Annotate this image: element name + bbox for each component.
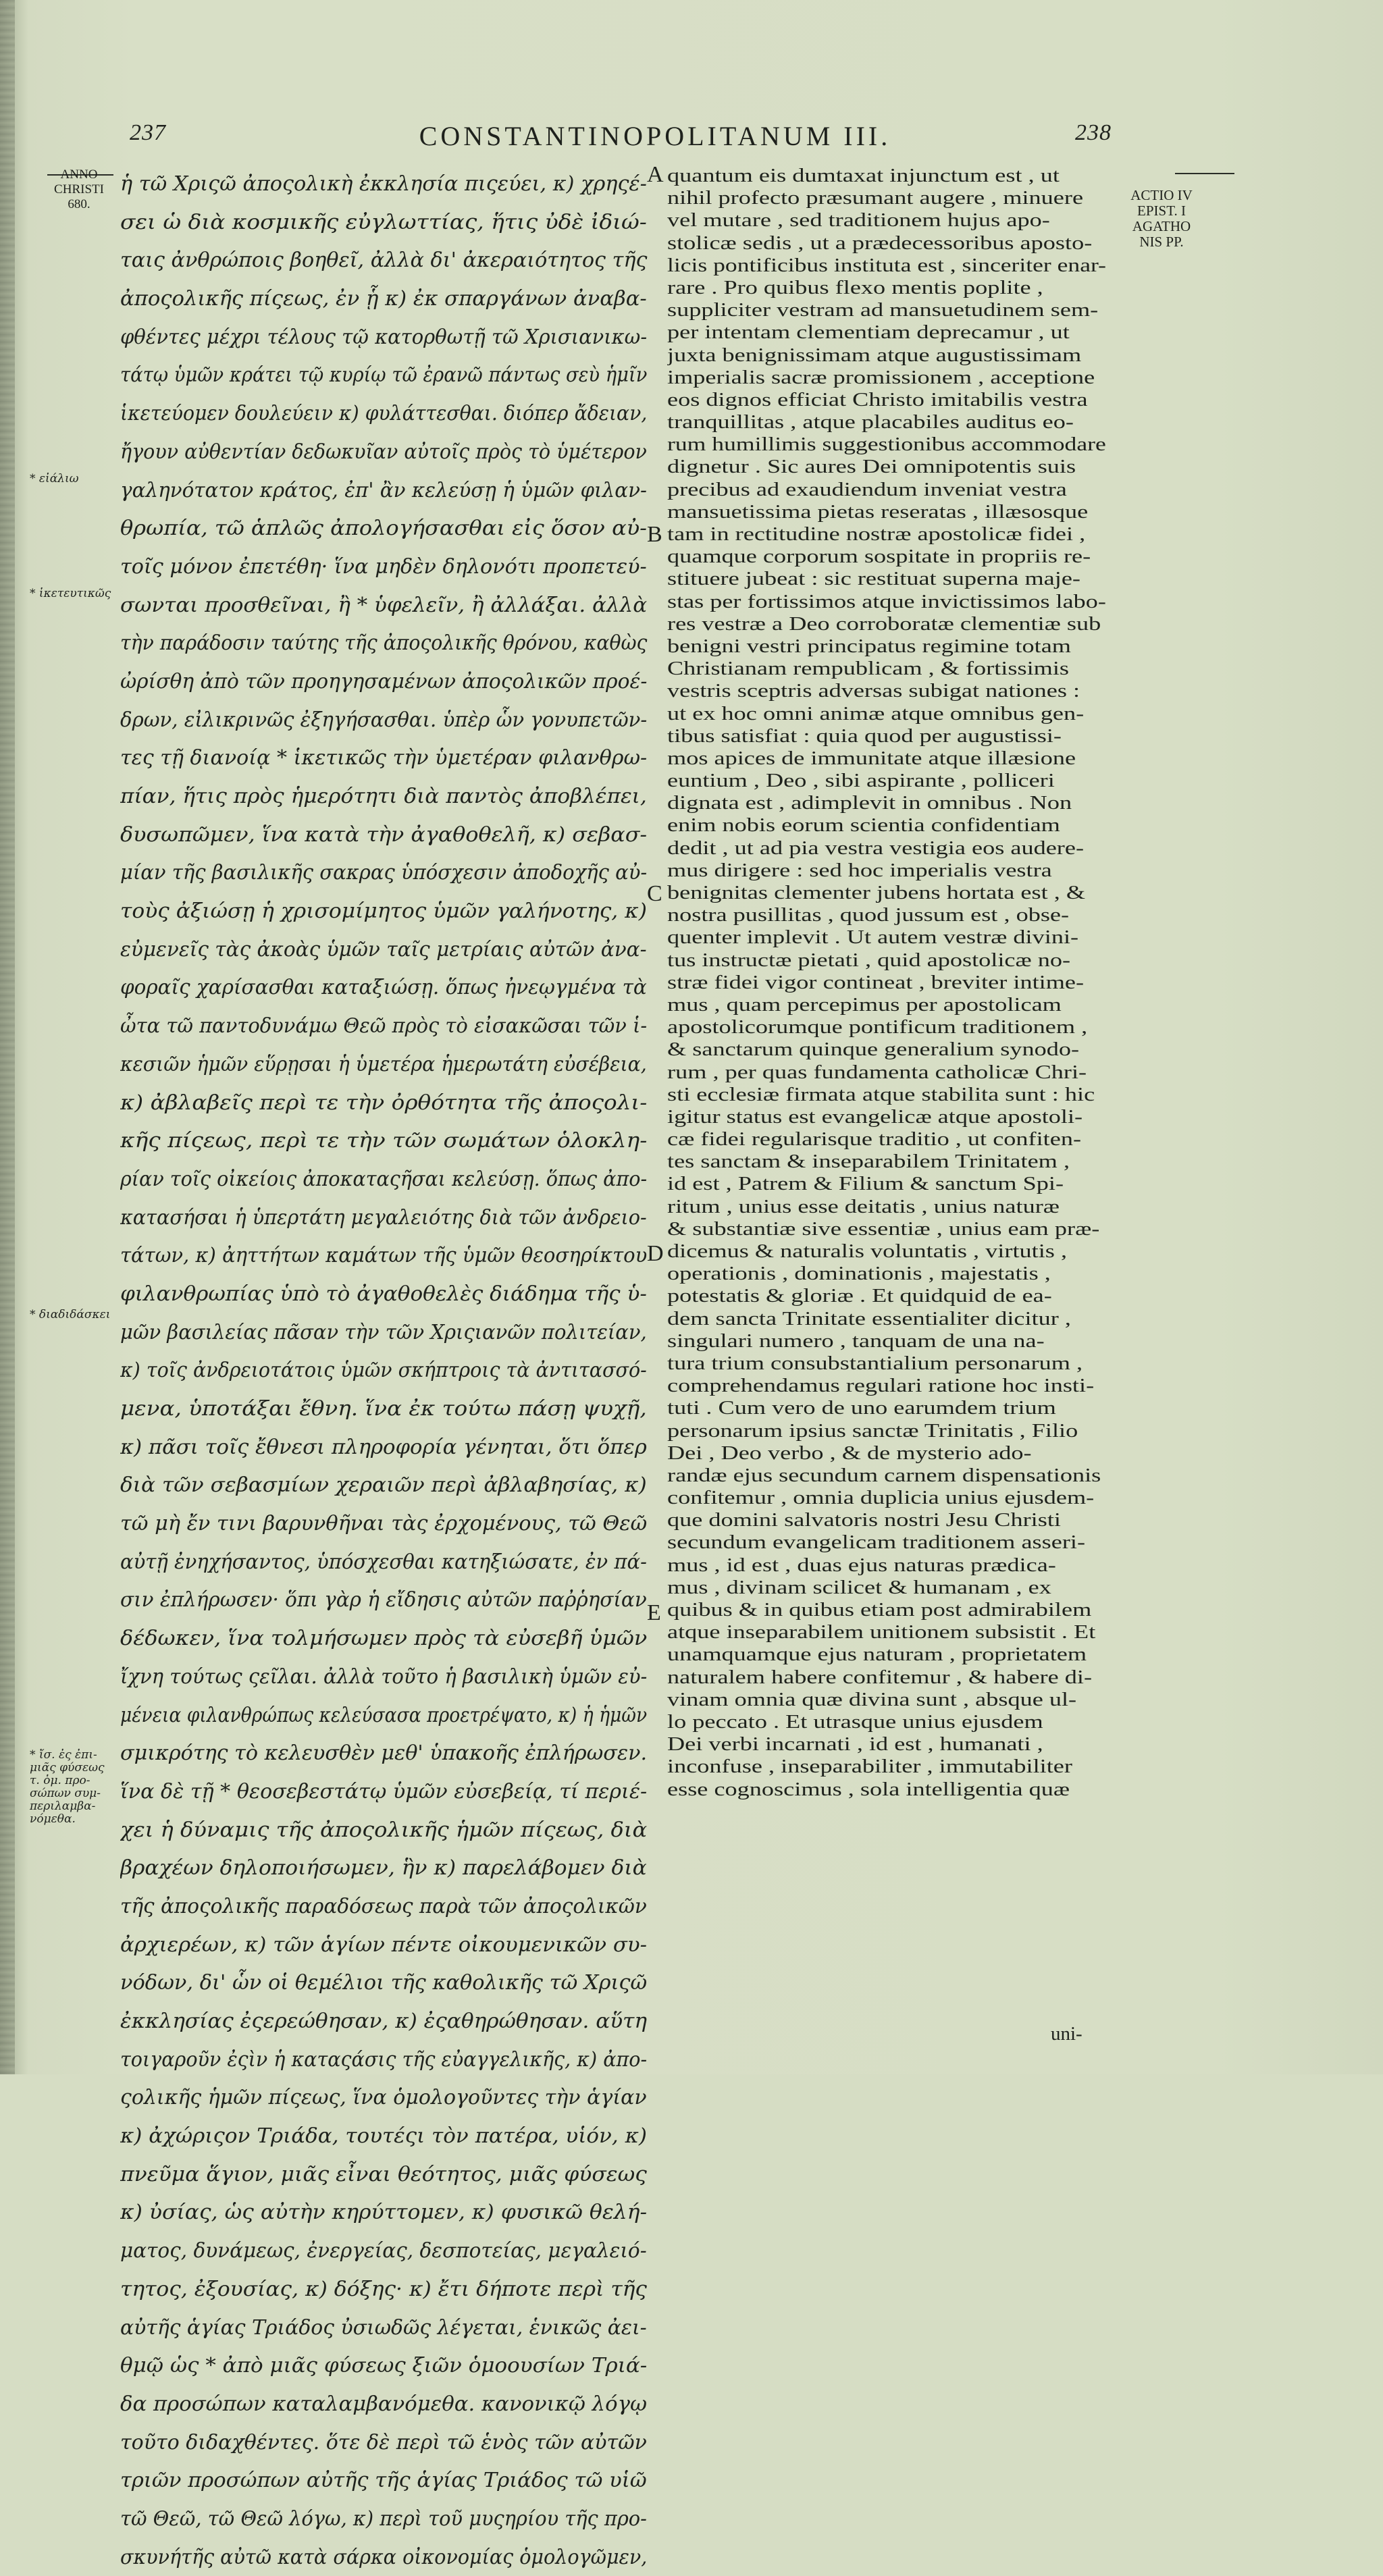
latin-line: esse cognoscimus , sola intelligentia quæ	[667, 1778, 1070, 1800]
latin-line: apostolicorumque pontificum traditionem ,	[667, 1016, 1088, 1039]
latin-line: tam in rectitudine nostræ apostolicæ fidei ,	[667, 523, 1086, 545]
latin-line: imperialis sacræ promissionem , acceptione	[667, 366, 1095, 388]
latin-line: personarum ipsius sanctæ Trinitatis , Filio	[667, 1419, 1078, 1442]
greek-line: ἡ τῶ Χριςῶ ἀποςολικὴ ἐκκλησία πιςεύει, κ) χρηςέ-	[120, 172, 647, 195]
latin-text-column	[667, 165, 1113, 1801]
latin-line: stolicæ sedis , ut a prædecessoribus aposto-	[667, 232, 1093, 254]
latin-line: dem sancta Trinitate essentialiter dicitur ,	[667, 1307, 1071, 1330]
greek-line: δα προσώπων καταλαμβανόμεθα. κανονικῷ λόγῳ	[120, 2392, 648, 2415]
latin-line: licis pontificibus instituta est , sinceriter enar-	[667, 254, 1106, 276]
latin-line: secundum evangelicam traditionem asseri-	[667, 1531, 1086, 1554]
greek-line: μενα, ὑποτάξαι ἔθνη. ἵνα ἐκ τούτω πάσῃ ψυχῇ,	[120, 1397, 647, 1420]
greek-line: τοὺς ἀξιώσῃ ἡ χρισομίμητος ὑμῶν γαλήνοτης, κ)	[120, 899, 647, 923]
greek-line: κ) ἀχώριςον Τριάδα, τουτέςι τὸν πατέρα, υἱόν, κ)	[120, 2124, 647, 2148]
running-header	[0, 120, 1383, 161]
greek-line: θρωπία, τῶ ἁπλῶς ἀπολογήσασθαι εἰς ὅσον αὐ-	[120, 517, 648, 540]
greek-line: τῶ μὴ ἔν τινι βαρυνθῆναι τὰς ἐρχομένους, τῶ Θεῶ	[120, 1512, 648, 1535]
greek-line: ταις ἀνθρώποις βοηθεῖ, ἀλλὰ δι' ἀκεραιότητος τῆς	[120, 248, 648, 272]
section-letter-b: B	[647, 522, 662, 547]
greek-line: ἱκετεύομεν δουλεύειν κ) φυλάττεσθαι. διόπερ ἄδειαν,	[120, 402, 648, 425]
latin-line: rare . Pro quibus flexo mentis poplite ,	[667, 276, 1043, 298]
greek-line: πνεῦμα ἅγιον, μιᾶς εἶναι θεότητος, μιᾶς φύσεως	[120, 2162, 647, 2186]
latin-line: vestris sceptris adversas subigat nationes :	[667, 680, 1080, 702]
latin-line: euntium , Deo , sibi aspirante , polliceri	[667, 770, 1055, 792]
greek-line: ἐκκλησίας ἐςερεώθησαν, κ) ἐςαθηρώθησαν. αὕτη	[120, 2009, 648, 2032]
greek-line: τὴν παράδοσιν ταύτης τῆς ἀποςολικῆς θρόνου, καθὼς	[120, 631, 648, 655]
greek-text-column	[120, 165, 654, 2576]
margin-epist: EPIST. I	[1137, 203, 1186, 219]
greek-line: ματος, δυνάμεως, ἐνεργείας, δεσποτείας, μεγαλειό-	[120, 2239, 647, 2263]
greek-margin-note-2: * ἱκετευτικῶς	[30, 587, 111, 600]
latin-line: comprehendamus regulari ratione hoc insti-	[667, 1375, 1095, 1397]
latin-line: ut ex hoc omni animæ atque omnibus gen-	[667, 702, 1085, 725]
greek-line: κατασήσαι ἡ ὑπερτάτη μεγαλειότης διὰ τῶν ἀνδρειο-	[120, 1205, 647, 1229]
latin-line: tura trium consubstantialium personarum ,	[667, 1352, 1083, 1374]
latin-line: rum , per quas fundamenta catholicæ Chri-	[667, 1061, 1087, 1083]
greek-line: τοῖς μόνον ἐπετέθη· ἵνα μηδὲν δηλονότι προπετεύ-	[120, 554, 647, 578]
greek-line: εὐμενεῖς τὰς ἀκοὰς ὑμῶν ταῖς μετρίαις αὐτῶν ἀνα-	[120, 937, 647, 961]
greek-line: θμῷ ὡς * ἀπὸ μιᾶς φύσεως ξιῶν ὁμοουσίων Τριά-	[120, 2354, 648, 2377]
latin-line: dicemus & naturalis voluntatis , virtutis ,	[667, 1240, 1068, 1262]
greek-line: μῶν βασιλείας πᾶσαν τὴν τῶν Χριςιανῶν πολιτείαν,	[120, 1320, 647, 1344]
latin-line: stræ fidei vigor contineat , breviter intime-	[667, 971, 1085, 993]
latin-line: Dei verbi incarnati , id est , humanati ,	[667, 1733, 1043, 1756]
latin-line: inconfuse , inseparabiliter , immutabiliter	[667, 1756, 1072, 1778]
latin-line: vel mutare , sed traditionem hujus apo-	[667, 209, 1050, 232]
latin-line: cæ fidei regularisque traditio , ut confiten-	[667, 1128, 1082, 1151]
section-letter-d: D	[647, 1241, 664, 1266]
latin-line: mos apices de immunitate atque illæsione	[667, 747, 1076, 769]
latin-line: operationis , dominationis , majestatis ,	[667, 1263, 1051, 1285]
greek-margin-note-1: * εἰάλιω	[30, 472, 79, 485]
latin-line: dedit , ut ad pia vestra vestigia eos audere-	[667, 837, 1085, 859]
latin-line: tuti . Cum vero de uno earumdem trium	[667, 1397, 1056, 1419]
latin-line: eos dignos efficiat Christo imitabilis vestra	[667, 388, 1088, 411]
left-page-number: 237	[130, 120, 166, 145]
greek-line: τριῶν προσώπων αὐτῆς τῆς ἁγίας Τριάδος τῶ υἱῶ	[120, 2469, 647, 2492]
latin-line: nostra pusillitas , quod jussum est , obse-	[667, 904, 1070, 926]
greek-line: τητος, ἐξουσίας, κ) δόξης· κ) ἔτι δήποτε περὶ τῆς	[120, 2277, 647, 2301]
greek-line: διὰ τῶν σεβασμίων χεραιῶν περὶ ἀβλαβησίας, κ)	[120, 1473, 647, 1497]
greek-line: τῆς ἀποςολικῆς παραδόσεως παρὰ τῶν ἀποςολικῶν	[120, 1894, 647, 1918]
running-title: CONSTANTINOPOLITANUM III.	[419, 121, 891, 151]
right-margin-note	[1121, 188, 1202, 250]
margin-nis: NIS PP.	[1139, 234, 1184, 250]
greek-line: κ) πᾶσι τοῖς ἔθνεσι πληροφορία γένηται, ὅτι ὅπερ	[120, 1435, 647, 1458]
greek-line: σιν ἐπλήρωσεν· ὅπι γὰρ ἡ εἴδησις αὐτῶν παῤῥησίαν	[120, 1588, 647, 1612]
catchword: uni-	[1051, 2023, 1082, 2045]
greek-line: κ) ἀβλαβεῖς περὶ τε τὴν ὀρθότητα τῆς ἀποςολι-	[120, 1090, 648, 1114]
latin-line: stituere jubeat : sic restituat superna maje-	[667, 568, 1081, 590]
latin-line: vinam omnia quæ divina sunt , absque ul-	[667, 1688, 1077, 1710]
greek-margin-note-4: * ἴσ. ἐς ἐπι-μιᾶς φύσεως τ. ὁμ. προ-σώπων συμ-περιλαμβα-νόμεθα.	[30, 1748, 105, 1826]
greek-line: νόδων, δι' ὧν οἱ θεμέλιοι τῆς καθολικῆς τῶ Χριςῶ	[120, 1971, 648, 1995]
margin-christi: CHRISTI	[54, 182, 104, 196]
greek-line: βραχέων δηλοποιήσωμεν, ἣν κ) παρελάβομεν διὰ	[120, 1856, 647, 1880]
latin-line: ritum , unius esse deitatis , unius naturæ	[667, 1195, 1060, 1217]
greek-line: κῆς πίςεως, περὶ τε τὴν τῶν σωμάτων ὁλοκλη-	[120, 1129, 648, 1153]
latin-line: confitemur , omnia duplicia unius ejusdem-	[667, 1487, 1095, 1509]
latin-line: suppliciter vestram ad mansuetudinem sem-	[667, 299, 1099, 321]
latin-line: lo peccato . Et utrasque unius ejusdem	[667, 1710, 1043, 1733]
greek-line: μένεια φιλανθρώπως κελεύσασα προετρέψατο, κ) ἡ ἡμῶν	[120, 1703, 648, 1727]
right-page-number: 238	[1075, 120, 1112, 145]
greek-line: δυσωπῶμεν, ἵνα κατὰ τὴν ἀγαθοθελῆ, κ) σεβασ-	[120, 822, 648, 846]
latin-line: dignetur . Sic aures Dei omnipotentis suis	[667, 456, 1076, 478]
latin-line: quamque corporum sospitate in propriis re-	[667, 546, 1091, 568]
latin-line: mus , divinam scilicet & humanam , ex	[667, 1576, 1051, 1598]
latin-line: que domini salvatoris nostri Jesu Christi	[667, 1509, 1062, 1531]
left-margin-note	[42, 167, 116, 212]
latin-line: rum humillimis suggestionibus accommodare	[667, 433, 1106, 456]
greek-line: φοραῖς χαρίσασθαι καταξιώσῃ. ὅπως ἠνεῳγμένα τὰ	[120, 976, 647, 999]
greek-line: φθέντες μέχρι τέλους τῷ κατορθωτῇ τῶ Χρισιανικω-	[120, 325, 648, 348]
greek-line: κ) τοῖς ἀνδρειοτάτοις ὑμῶν σκήπτροις τὰ ἀντιτασσό-	[120, 1359, 647, 1382]
latin-line: res vestræ a Deo corroboratæ clementiæ sub	[667, 612, 1101, 635]
greek-line: κ) ὐσίας, ὡς αὐτὴν κηρύττομεν, κ) φυσικῶ θελή-	[120, 2201, 648, 2224]
latin-line: quibus & in quibus etiam post admirabilem	[667, 1599, 1092, 1621]
latin-line: quantum eis dumtaxat injunctum est , ut	[667, 165, 1060, 186]
latin-line: precibus ad exaudiendum inveniat vestra	[667, 478, 1067, 500]
latin-line: & substantiæ sive essentiæ , unius eam præ-	[667, 1217, 1100, 1240]
latin-line: Christianam rempublicam , & fortissimis	[667, 658, 1070, 680]
greek-line: κεσιῶν ἡμῶν εὕρῃσαι ἡ ὑμετέρα ἡμερωτάτη εὐσέβεια,	[120, 1052, 647, 1076]
latin-line: enim nobis eorum scientia confidentiam	[667, 814, 1060, 837]
greek-line: ὠρίσθη ἀπὸ τῶν προηγησαμένων ἀποςολικῶν προέ-	[120, 669, 648, 693]
greek-line: τάτῳ ὑμῶν κράτει τῷ κυρίῳ τῶ ἐρανῶ πάντως σεὺ ἡμῖν	[120, 363, 648, 387]
latin-line: tranquillitas , atque placabiles auditus eo-	[667, 411, 1074, 433]
margin-anno: ANNO	[60, 167, 98, 182]
greek-line: αὐτῇ ἐνηχήσαντος, ὑπόσχεσθαι κατηξιώσατε, ἐν πά-	[120, 1550, 647, 1573]
greek-line: γαληνότατον κράτος, ἐπ' ἂν κελεύσῃ ἡ ὑμῶν φιλαν-	[120, 478, 647, 502]
latin-line: mus , quam percepimus per apostolicam	[667, 993, 1062, 1016]
latin-line: naturalem habere confitemur , & habere di-	[667, 1666, 1093, 1688]
latin-line: atque inseparabilem unitionem subsistit . Et	[667, 1621, 1096, 1644]
greek-line: ἀρχιερέων, κ) τῶν ἁγίων πέντε οἰκουμενικῶν συ-	[120, 1933, 648, 1956]
latin-line: benignitas clementer jubens hortata est , &	[667, 882, 1086, 903]
greek-line: ἵνα δὲ τῇ * θεοσεβεστάτῳ ὑμῶν εὐσεβείᾳ, τί περιέ-	[120, 1779, 648, 1803]
latin-line: mus , id est , duas ejus naturas prædica-	[667, 1554, 1056, 1576]
latin-line: sti ecclesiæ firmata atque stabilita sunt : hic	[667, 1083, 1095, 1105]
binding-edge	[0, 0, 15, 2074]
greek-line: αὐτῆς ἁγίας Τριάδος ὐσιωδῶς λέγεται, ἑνικῶς ἀει-	[120, 2315, 647, 2339]
greek-line: πίαν, ἥτις πρὸς ἡμερότητι διὰ παντὸς ἀποβλέπει,	[120, 785, 647, 808]
margin-actio: ACTIO IV	[1130, 187, 1193, 203]
greek-line: σκυνήτῆς αὐτῶ κατὰ σάρκα οἰκονομίας ὁμολογῶμεν,	[120, 2545, 648, 2569]
margin-agatho: AGATHO	[1132, 218, 1191, 234]
right-margin-rule	[1175, 173, 1234, 174]
latin-line: id est , Patrem & Filium & sanctum Spi-	[667, 1173, 1064, 1195]
greek-line: ςολικῆς ἡμῶν πίςεως, ἵνα ὁμολογοῦντες τὴν ἁγίαν	[120, 2086, 647, 2109]
section-letter-e: E	[647, 1600, 661, 1625]
greek-line: δέδωκεν, ἵνα τολμήσωμεν πρὸς τὰ εὐσεβῆ ὑμῶν	[120, 1627, 648, 1650]
latin-line: tus instructæ pietati , quid apostolicæ no-	[667, 949, 1071, 971]
greek-line: σμικρότης τὸ κελευσθὲν μεθ' ὑπακοῆς ἐπλήρωσεν.	[120, 1741, 648, 1765]
greek-line: μίαν τῆς βασιλικῆς σακρας ὑπόσχεσιν ἀποδοχῆς αὐ-	[120, 861, 648, 885]
greek-line: σει ὡ διὰ κοσμικῆς εὐγλωττίας, ἥτις ὐδὲ ἰδιώ-	[120, 210, 647, 234]
greek-line: ἴχνη τούτως ςεῖλαι. ἀλλὰ τοῦτο ἡ βασιλικὴ ὑμῶν εὐ-	[120, 1664, 648, 1688]
margin-year: 680.	[68, 197, 90, 211]
latin-line: randæ ejus secundum carnem dispensationis	[667, 1464, 1101, 1486]
greek-line: τοιγαροῦν ἐςὶν ἡ καταςάσις τῆς εὐαγγελικῆς, κ) ἀπο-	[120, 2047, 648, 2071]
greek-line: τάτων, κ) ἀηττήτων καμάτων τῆς ὑμῶν θεοσηρίκτου	[120, 1244, 648, 1267]
greek-line: τοῦτο διδαχθέντες. ὅτε δὲ περὶ τῶ ἑνὸς τῶν αὐτῶν	[120, 2430, 647, 2454]
greek-line: ὦτα τῶ παντοδυνάμω Θεῶ πρὸς τὸ εἰσακῶσαι τῶν ἱ-	[120, 1014, 648, 1038]
greek-line: φιλανθρωπίας ὑπὸ τὸ ἀγαθοθελὲς διάδημα τῆς ὑ-	[120, 1282, 647, 1305]
latin-line: singulari numero , tanquam de una na-	[667, 1330, 1045, 1352]
latin-line: tibus satisfiat : quia quod per augustissi-	[667, 725, 1062, 747]
greek-line: τῶ Θεῶ, τῶ Θεῶ λόγω, κ) περὶ τοῦ μυςηρίου τῆς προ-	[120, 2506, 647, 2530]
section-letter-a: A	[647, 162, 664, 187]
latin-line: mus dirigere : sed hoc imperialis vestra	[667, 859, 1052, 881]
latin-line: potestatis & gloriæ . Et quidquid de ea-	[667, 1285, 1052, 1307]
latin-line: dignata est , adimplevit in omnibus . Non	[667, 792, 1072, 814]
latin-line: & sanctarum quinque generalium synodo-	[667, 1039, 1080, 1061]
latin-line: mansuetissima pietas reseratas , illæsosque	[667, 500, 1089, 523]
greek-line: χει ἡ δύναμις τῆς ἀποςολικῆς ἡμῶν πίςεως, διὰ	[120, 1818, 648, 1841]
latin-line: tes sanctam & inseparabilem Trinitatem ,	[667, 1151, 1070, 1173]
latin-line: nihil profecto præsumant augere , minuere	[667, 187, 1084, 209]
latin-line: benigni vestri principatus regimine totam	[667, 635, 1071, 657]
greek-line: ἤγουν αὐθεντίαν δεδωκυῖαν αὐτοῖς πρὸς τὸ ὑμέτερον	[120, 440, 647, 463]
greek-margin-note-3: * διαδιδάσκει	[30, 1308, 111, 1321]
latin-line: quenter implevit . Ut autem vestræ divini-	[667, 926, 1079, 949]
latin-line: igitur status est evangelicæ atque apostoli-	[667, 1105, 1083, 1128]
greek-line: δρων, εἰλικρινῶς ἐξηγήσασθαι. ὑπὲρ ὧν γονυπετῶν-	[120, 708, 648, 731]
latin-line: juxta benignissimam atque augustissimam	[667, 344, 1082, 366]
latin-line: Dei , Deo verbo , & de mysterio ado-	[667, 1442, 1032, 1464]
latin-line: unamquamque ejus naturam , proprietatem	[667, 1644, 1087, 1666]
greek-line: τες τῇ διανοίᾳ * ἱκετικῶς τὴν ὑμετέραν φιλανθρω-	[120, 746, 648, 770]
latin-line: per intentam clementiam deprecamur , ut	[667, 321, 1070, 344]
latin-line: stas per fortissimos atque invictissimos labo-	[667, 590, 1106, 612]
greek-line: ἀποςολικῆς πίςεως, ἐν ᾗ κ) ἐκ σπαργάνων ἀναβα-	[120, 287, 647, 311]
greek-line: ρίαν τοῖς οἰκείοις ἀποκαταςῆσαι κελεύσῃ. ὅπως ἀπο-	[120, 1167, 648, 1190]
section-letter-c: C	[647, 881, 662, 906]
greek-line: σωνται προσθεῖναι, ἢ * ὑφελεῖν, ἢ ἀλλάξαι. ἀλλὰ	[120, 593, 648, 616]
